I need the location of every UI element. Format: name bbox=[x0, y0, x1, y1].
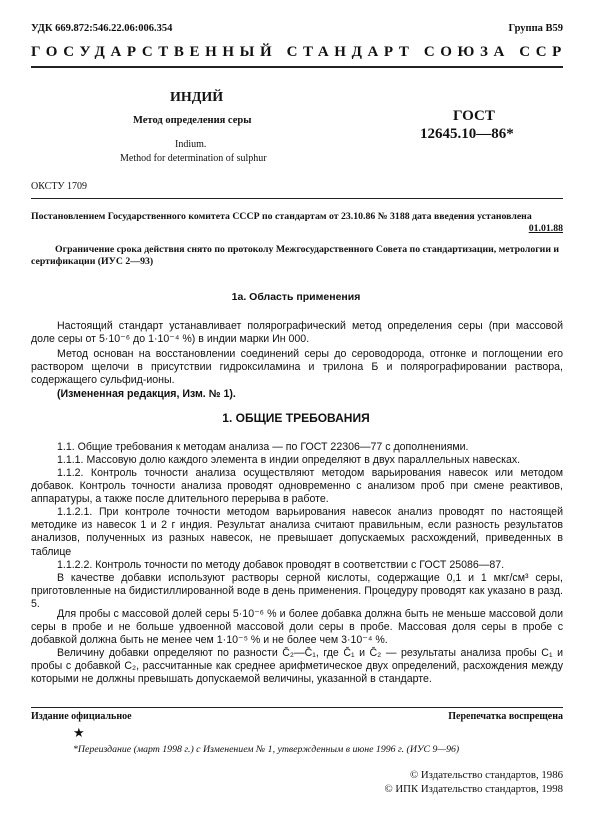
standard-banner: ГОСУДАРСТВЕННЫЙ СТАНДАРТ СОЮЗА ССР bbox=[31, 44, 567, 60]
gost-number: 12645.10—86* bbox=[420, 126, 514, 142]
doc-title: ИНДИЙ bbox=[170, 90, 224, 105]
restriction-note: Ограничение срока действия снято по протоколу Межгосударственного Совета по стандартизации, метрологии и сертификации (ИУС 2—93) bbox=[31, 244, 560, 267]
clause-1-1-2: 1.1.2. Контроль точности анализа осуществляют методом варьирования навесок или методом добавок. Контроль точности анализа проводят одновременно с анализом проб при смене реактивов, аппаратуры, а также после длительного перерыва в работе. bbox=[31, 467, 563, 506]
additive-paragraph: В качестве добавки используют растворы серной кислоты, содержащие 0,1 и 1 мкг/см³ серы, приготовленные на бидистиллированной воде в день применения. Процедуру проводят как указано в разд. 5. bbox=[31, 572, 563, 611]
section-1a-heading: 1а. Область применения bbox=[231, 291, 361, 303]
additive-value-paragraph: Величину добавки определяют по разности C̄₂—C̄₁, где C̄₁ и C̄₂ — результаты анализа пробы C₁ и пробы с добавкой C₂, рассчитанные как среднее арифметическое двух определений, расхождения между которыми не должны превышать допускаемой величины, указанной в стандарте. bbox=[31, 647, 563, 686]
official-edition-label: Издание официальное bbox=[31, 711, 132, 722]
okstu-code: ОКСТУ 1709 bbox=[31, 181, 88, 192]
reissue-note: *Переиздание (март 1998 г.) с Изменением № 1, утвержденным в июне 1996 г. (ИУС 9—96) bbox=[73, 744, 460, 755]
clause-1-1-2-2: 1.1.2.2. Контроль точности по методу добавок проводят в соответствии с ГОСТ 25086—87. bbox=[57, 559, 505, 571]
reprint-prohibited-label: Перепечатка воспрещена bbox=[448, 711, 563, 722]
doc-title-en: Indium. bbox=[175, 139, 207, 150]
doc-subtitle: Метод определения серы bbox=[133, 115, 252, 126]
gost-label: ГОСТ bbox=[453, 108, 495, 124]
section-1-heading: 1. ОБЩИЕ ТРЕБОВАНИЯ bbox=[222, 411, 370, 425]
section-1a-amendment: (Измененная редакция, Изм. № 1). bbox=[57, 388, 236, 400]
doc-subtitle-en: Method for determination of sulphur bbox=[120, 153, 267, 164]
clause-1-1: 1.1. Общие требования к методам анализа — по ГОСТ 22306—77 с дополнениями. bbox=[57, 441, 469, 453]
decree-text: Постановлением Государственного комитета СССР по стандартам от 23.10.86 № 3188 дата введения установлена bbox=[31, 211, 532, 222]
section-1a-paragraph-1: Настоящий стандарт устанавливает полярографический метод определения серы (при массовой доле серы от 5·10⁻⁶ до 1·10⁻⁴ %) в индии марки Ин 000. bbox=[31, 320, 563, 346]
udk-code: УДК 669.872:546.22.06:006.354 bbox=[31, 23, 173, 34]
clause-1-1-1: 1.1.1. Массовую долю каждого элемента в индии определяют в двух параллельных навесках. bbox=[57, 454, 521, 466]
header-rule bbox=[31, 198, 563, 199]
samples-paragraph: Для пробы с массовой долей серы 5·10⁻⁶ % и более добавка должна быть не меньше массовой доли серы в пробе и не больше удвоенной массовой доли серы в пробе. Массовая доля серы в пробе с добавкой должна быть не менее чем 1·10⁻⁵ % и не более чем 3·10⁻⁴ %. bbox=[31, 608, 563, 647]
clause-1-1-2-1: 1.1.2.1. При контроле точности методом варьирования навесок анализ проводят по настоящей методике из навесок 1 и 2 г индия. Результат анализа считают правильным, если разность результатов анализов, полученных из разных навесок, не превышает допускаемых расхождений, приведенных в таблице bbox=[31, 506, 563, 558]
group-code: Группа В59 bbox=[508, 23, 563, 34]
section-1a-paragraph-2: Метод основан на восстановлении соединений серы до сероводорода, отгонке и поглощении его раствором щелочи в присутствии гидроксиламина и трилона Б и полярографировании раствора, содержащего сульфид-ионы. bbox=[31, 348, 563, 387]
star-icon: ★ bbox=[73, 725, 85, 740]
copyright-1986: © Издательство стандартов, 1986 bbox=[409, 769, 563, 781]
banner-rule bbox=[31, 66, 563, 68]
copyright-1998: © ИПК Издательство стандартов, 1998 bbox=[384, 783, 563, 795]
decree-date: 01.01.88 bbox=[528, 223, 563, 234]
footer-rule bbox=[31, 707, 563, 708]
